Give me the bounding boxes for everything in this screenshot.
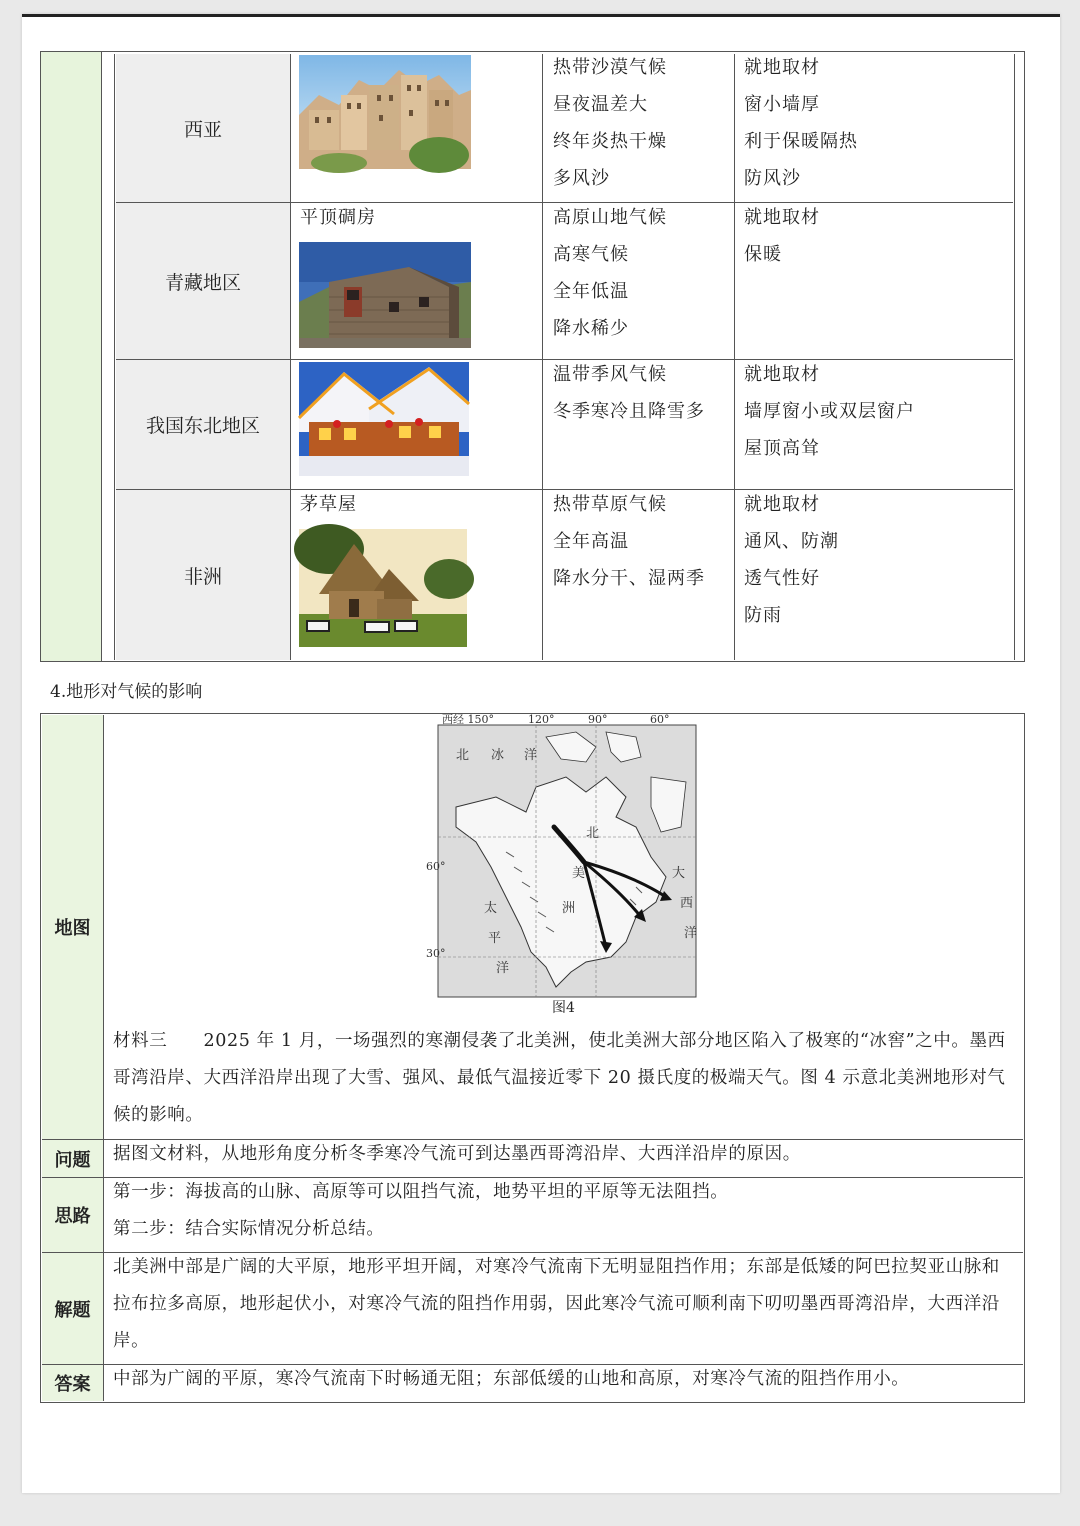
features-list: [744, 486, 1004, 634]
material-text: 材料三 2025 年 1 月，一场强烈的寒潮侵袭了北美洲，使北美洲大部分地区陷入了极寒的“冰窖”之中。墨西哥湾沿岸、大西洋沿岸出现了大雪、强风、最低气温接近零下 20 摄氏度的极端天气。图 4 示意北美洲地形对气候的影响。: [113, 1031, 1006, 1125]
feature-item: 就地取材: [744, 494, 820, 515]
ocean-label: 平: [488, 931, 502, 946]
climate-list: [553, 49, 733, 197]
climate-item: 热带草原气候: [553, 494, 667, 515]
ocean-label: 洋: [524, 748, 538, 763]
climate-item: 降水稀少: [553, 318, 629, 339]
climate-item: 全年高温: [553, 531, 629, 552]
qa-label: 解题: [54, 1299, 91, 1321]
lon-label: 120°: [528, 713, 555, 726]
feature-item: 利于保暖隔热: [744, 131, 858, 152]
climate-item: 昼夜温差大: [553, 94, 648, 115]
region-label: 非洲: [183, 565, 222, 588]
feature-item: 就地取材: [744, 57, 820, 78]
climate-item: 多风沙: [553, 168, 610, 189]
house-name: 平顶碉房: [300, 207, 376, 228]
map-label: 地图: [54, 918, 91, 939]
continent-label: 洲: [562, 901, 576, 916]
region-cell-africa: [116, 490, 291, 660]
feature-item: 墙厚窗小或双层窗户: [744, 401, 915, 422]
climate-list: [553, 356, 733, 430]
climate-item: 温带季风气候: [553, 364, 667, 385]
feature-item: 屋顶高耸: [744, 438, 820, 459]
features-list: [744, 356, 1004, 467]
approach-text: [113, 1174, 1013, 1248]
qa-label: 问题: [54, 1149, 91, 1171]
lon-label: 60°: [650, 713, 670, 726]
region-cell-northeast-china: [116, 360, 291, 490]
question-row-label: [42, 1140, 104, 1178]
qa-label: 思路: [54, 1206, 91, 1227]
approach-step: 第二步：结合实际情况分析总结。: [113, 1219, 385, 1239]
region-label: 我国东北地区: [145, 415, 260, 437]
document-page: [22, 14, 1060, 1493]
ocean-label: 洋: [496, 961, 510, 976]
lat-label: 30°: [426, 947, 446, 960]
lon-label: 西经 150°: [442, 713, 494, 726]
figure-caption: 图4: [552, 1000, 575, 1016]
climate-item: 全年低温: [553, 281, 629, 302]
ocean-label: 洋: [684, 926, 698, 941]
features-list: [744, 49, 1004, 197]
climate-item: 热带沙漠气候: [553, 57, 667, 78]
climate-item: 终年炎热干燥: [553, 131, 667, 152]
qa-label: 答案: [54, 1374, 91, 1395]
feature-item: 就地取材: [744, 207, 820, 228]
climate-item: 冬季寒冷且降雪多: [553, 401, 705, 422]
north-america-map: [426, 713, 700, 1001]
feature-item: 防风沙: [744, 168, 801, 189]
ocean-label: 北: [456, 748, 470, 763]
region-label: 西亚: [183, 118, 222, 141]
african-hut-photo: [299, 529, 467, 647]
table-side-band: [41, 52, 102, 661]
map-row-label: [42, 715, 104, 1140]
climate-item: 降水分干、湿两季: [553, 568, 705, 589]
question-text: 据图文材料，从地形角度分析冬季寒冷气流可到达墨西哥湾沿岸、大西洋沿岸的原因。: [113, 1144, 801, 1164]
feature-item: 窗小墙厚: [744, 94, 820, 115]
climate-item: 高寒气候: [553, 244, 629, 265]
features-list: [744, 199, 1004, 273]
northeast-house-photo: [299, 362, 469, 476]
continent-label: 北: [586, 826, 600, 841]
climate-item: 高原山地气候: [553, 207, 667, 228]
ocean-label: 冰: [491, 748, 505, 763]
climate-list: [553, 199, 733, 347]
feature-item: 透气性好: [744, 568, 820, 589]
ocean-label: 大: [672, 866, 686, 881]
lat-label: 60°: [426, 860, 446, 873]
feature-item: 防雨: [744, 605, 782, 626]
climate-list: [553, 486, 743, 597]
region-cell-qinghai-tibet: [116, 203, 291, 360]
ocean-label: 西: [680, 896, 694, 911]
continent-label: 美: [572, 866, 586, 881]
solution-row-label: [42, 1253, 104, 1365]
section-title: 4.地形对气候的影响: [50, 682, 203, 702]
west-asia-house-photo: [299, 55, 471, 169]
house-name: 茅草屋: [300, 494, 357, 515]
approach-row-label: [42, 1178, 104, 1253]
feature-item: 保暖: [744, 244, 782, 265]
region-cell-west-asia: [116, 54, 291, 203]
ocean-label: 太: [484, 901, 498, 916]
answer-row-label: [42, 1365, 104, 1401]
feature-item: 通风、防潮: [744, 531, 839, 552]
tibetan-house-photo: [299, 242, 471, 348]
solution-text: 北美洲中部是广阔的大平原，地形平坦开阔，对寒冷气流南下无明显阻挡作用；东部是低矮的阿巴拉契亚山脉和拉布拉多高原，地形起伏小，对寒冷气流的阻挡作用弱，因此寒冷气流可顺利南下叨叨墨西哥湾沿岸，大西洋沿岸。: [113, 1257, 1000, 1351]
feature-item: 就地取材: [744, 364, 820, 385]
answer-text: 中部为广阔的平原，寒冷气流南下时畅通无阻；东部低缓的山地和高原，对寒冷气流的阻挡作用小。: [113, 1369, 910, 1389]
region-label: 青藏地区: [164, 271, 241, 294]
approach-step: 第一步：海拔高的山脉、高原等可以阻挡气流，地势平坦的平原等无法阻挡。: [113, 1182, 729, 1202]
lon-label: 90°: [588, 713, 608, 726]
